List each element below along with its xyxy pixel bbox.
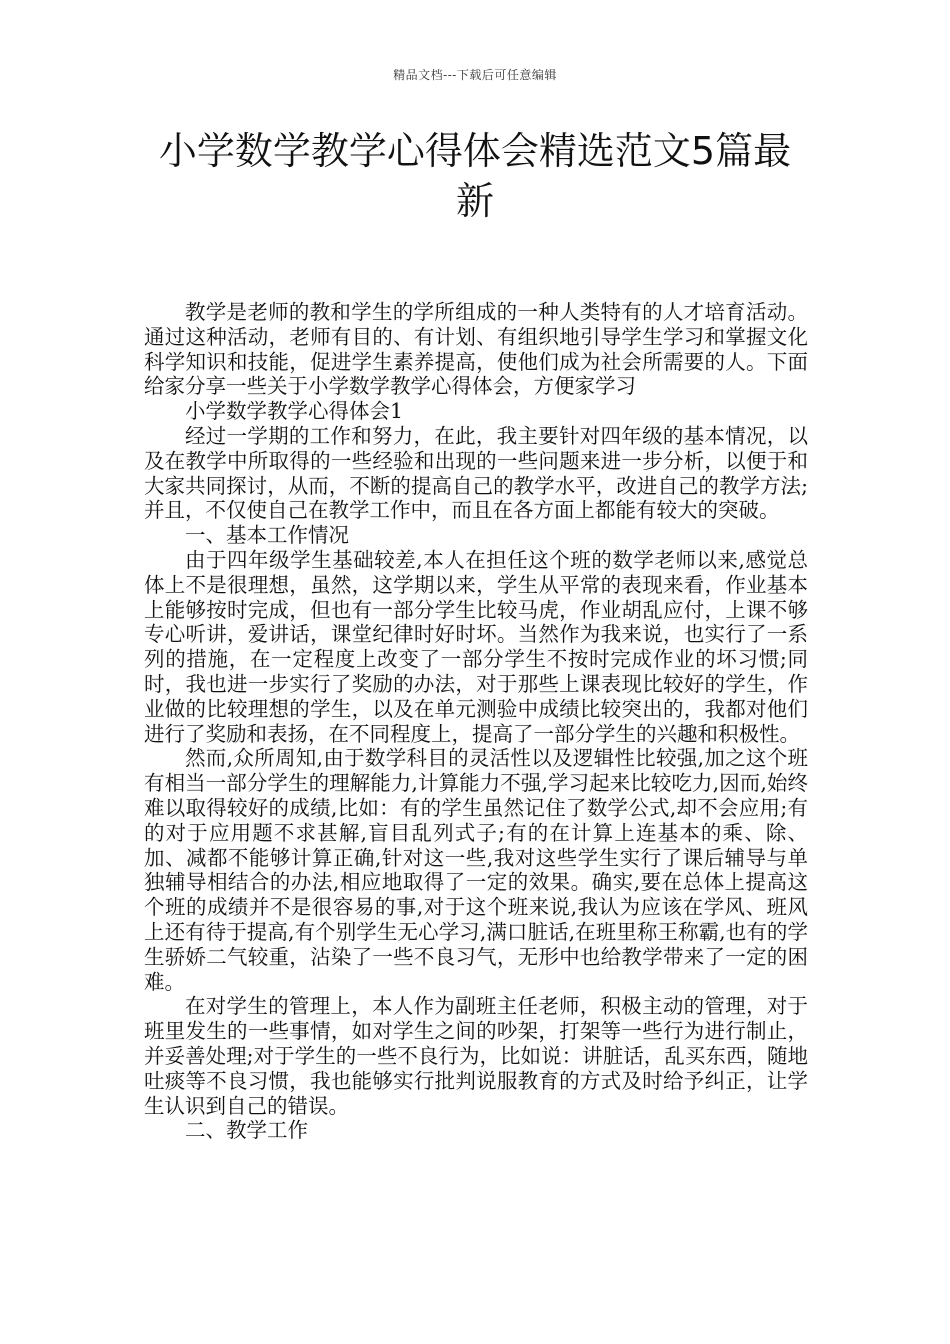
section-heading-1: 小学数学教学心得体会1 [185, 399, 404, 424]
document-body [144, 300, 808, 1143]
paragraph: 在对学生的管理上，本人作为副班主任老师，积极主动的管理，对于班里发生的一些事情，如对学生之间的吵架，打架等一些行为进行制止，并妥善处理;对于学生的一些不良行为，比如说：讲脏话，乱买东西，随地吐痰等不良习惯，我也能够实行批判说服教育的方式及时给予纠正，让学生认识到自己的错误。 [144, 994, 808, 1118]
intro-paragraph: 教学是老师的教和学生的学所组成的一种人类特有的人才培育活动。通过这种活动，老师有目的、有计划、有组织地引导学生学习和掌握文化科学知识和技能，促进学生素养提高，使他们成为社会所需要的人。下面给家分享一些关于小学数学教学心得体会，方便家学习 [144, 300, 808, 399]
header-note: 精品文档---下载后可任意编辑 [393, 68, 557, 82]
paragraph: 然而,众所周知,由于数学科目的灵活性以及逻辑性比较强,加之这个班有相当一部分学生的理解能力,计算能力不强,学习起来比较吃力,因而,始终难以取得较好的成绩,比如：有的学生虽然记住了数学公式,却不会应用;有的对于应用题不求甚解,盲目乱列式子;有的在计算上连基本的乘、除、加、减都不能够计算正确,针对这一些,我对这些学生实行了课后辅导与单独辅导相结合的办法,相应地取得了一定的效果。确实,要在总体上提高这个班的成绩并不是很容易的事,对于这个班来说,我认为应该在学风、班风上还有待于提高,有个别学生无心学习,满口脏话,在班里称王称霸,也有的学生骄娇二气较重，沾染了一些不良习气，无形中也给教学带来了一定的困难。 [144, 746, 808, 994]
document-title: 小学数学教学心得体会精选范文5篇最新 [158, 129, 792, 223]
subsection-heading-basic-work: 一、基本工作情况 [185, 523, 349, 548]
paragraph: 经过一学期的工作和努力，在此，我主要针对四年级的基本情况，以及在教学中所取得的一些经验和出现的一些问题来进一步分析，以便于和大家共同探讨，从而，不断的提高自己的教学水平，改进自己的教学方法;并且，不仅使自己在教学工作中，而且在各方面上都能有较大的突破。 [144, 423, 808, 523]
subsection-heading-teaching-work: 二、教学工作 [185, 1118, 308, 1143]
paragraph: 由于四年级学生基础较差,本人在担任这个班的数学老师以来,感觉总体上不是很理想，虽然，这学期以来，学生从平常的表现来看，作业基本上能够按时完成，但也有一部分学生比较马虎，作业胡乱应付，上课不够专心听讲，爱讲话，课堂纪律时好时坏。当然作为我来说，也实行了一系列的措施，在一定程度上改变了一部分学生不按时完成作业的坏习惯;同时，我也进一步实行了奖励的办法，对于那些上课表现比较好的学生，作业做的比较理想的学生，以及在单元测验中成绩比较突出的，我都对他们进行了奖励和表扬，在不同程度上，提高了一部分学生的兴趣和积极性。 [144, 547, 808, 746]
